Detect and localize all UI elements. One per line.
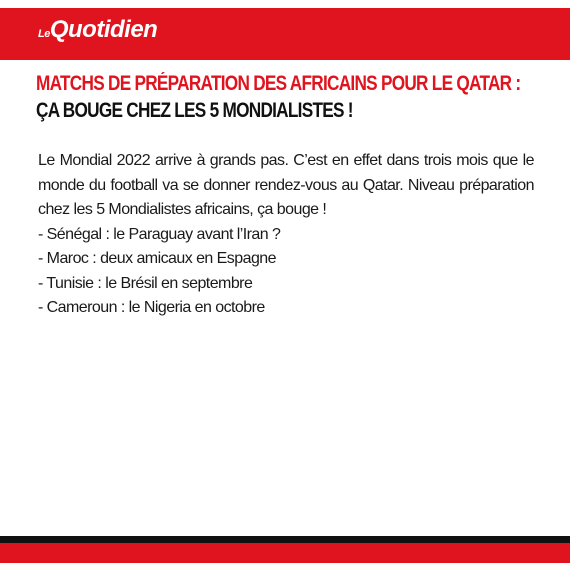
logo-prefix: Le xyxy=(38,28,50,40)
article-body xyxy=(38,149,534,321)
headline-line-2: ÇA BOUGE CHEZ LES 5 MONDIALISTES ! xyxy=(36,99,353,122)
list-item-senegal: - Sénégal : le Paraguay avant l’Iran ? xyxy=(38,225,281,243)
bottom-black-stripe xyxy=(0,536,570,543)
list-item-maroc: - Maroc : deux amicaux en Espagne xyxy=(38,250,276,267)
headline-line-1: MATCHS DE PRÉPARATION DES AFRICAINS POUR LE QATAR : xyxy=(36,72,521,95)
bottom-red-band xyxy=(0,543,570,563)
article-intro: Le Mondial 2022 arrive à grands pas. C’est en effet dans trois mois que le monde du football va se donner rendez-vous au Qatar. Niveau préparation chez les 5 Mondialistes africains, ça bouge ! xyxy=(38,152,534,218)
headline xyxy=(36,70,521,124)
match-list xyxy=(38,223,534,321)
logo-name: Quotidien xyxy=(49,16,158,43)
list-item-cameroun: - Cameroun : le Nigeria en octobre xyxy=(38,299,265,316)
brand-logo xyxy=(38,18,157,42)
list-item-tunisie: - Tunisie : le Brésil en septembre xyxy=(38,274,253,292)
